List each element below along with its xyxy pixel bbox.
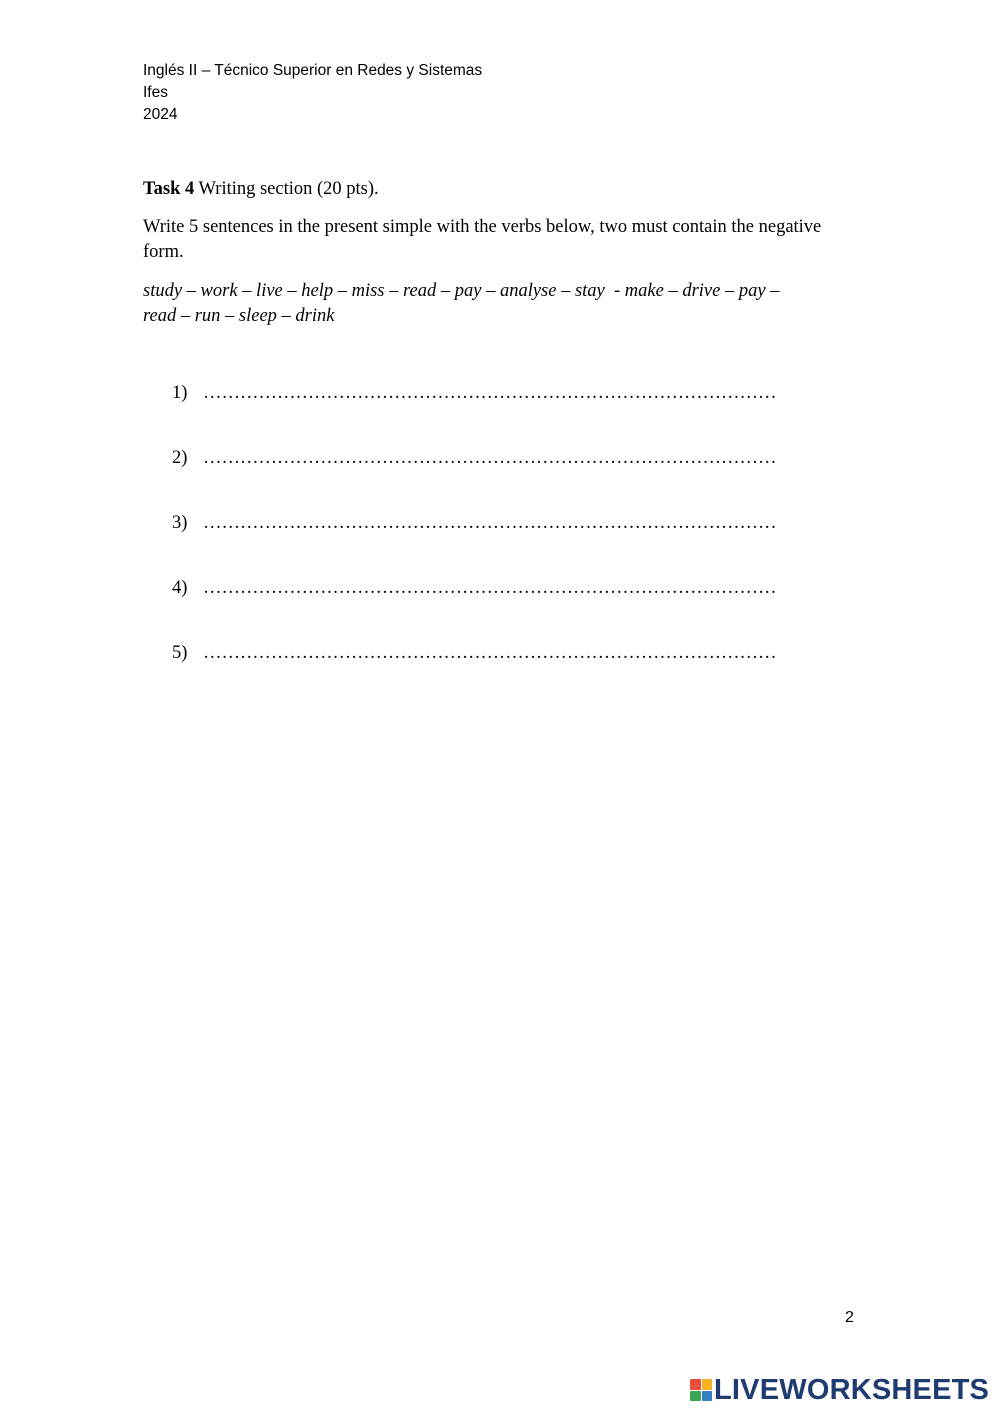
task-instruction: Write 5 sentences in the present simple with the verbs below, two must contain the negative form. bbox=[143, 217, 822, 262]
verb-list-line-1: study – work – live – help – miss – read – pay – analyse – stay - make – drive – pay – bbox=[143, 281, 780, 301]
page-number: 2 bbox=[845, 1309, 854, 1326]
answer-number: 5) bbox=[172, 643, 188, 663]
liveworksheets-logo-icon bbox=[690, 1379, 712, 1401]
task-title-text: Writing section (20 pts). bbox=[194, 179, 379, 199]
answer-line-5[interactable] bbox=[172, 640, 852, 666]
answer-number: 3) bbox=[172, 513, 188, 533]
answer-blank[interactable]: ………………………………………………………………………………… bbox=[203, 578, 777, 598]
year: 2024 bbox=[143, 106, 178, 123]
task-label: Task 4 bbox=[143, 179, 195, 199]
answer-line-3[interactable] bbox=[172, 510, 852, 536]
verb-list-line-2: read – run – sleep – drink bbox=[143, 306, 335, 326]
answer-number: 1) bbox=[172, 383, 188, 403]
logo-square bbox=[702, 1379, 713, 1390]
logo-square bbox=[702, 1391, 713, 1402]
answer-line-4[interactable] bbox=[172, 575, 852, 601]
task-title bbox=[143, 177, 379, 201]
liveworksheets-brand bbox=[690, 1372, 989, 1408]
answer-number: 4) bbox=[172, 578, 188, 598]
answer-blank[interactable]: ………………………………………………………………………………… bbox=[203, 643, 777, 663]
answer-blank[interactable]: ………………………………………………………………………………… bbox=[203, 513, 777, 533]
logo-square bbox=[690, 1379, 701, 1390]
document-header bbox=[143, 60, 482, 126]
answer-blank[interactable]: ………………………………………………………………………………… bbox=[203, 448, 777, 468]
course-title: Inglés II – Técnico Superior en Redes y Sistemas bbox=[143, 62, 483, 79]
answer-line-2[interactable] bbox=[172, 445, 852, 471]
institution-name: Ifes bbox=[143, 84, 168, 101]
answer-number: 2) bbox=[172, 448, 188, 468]
answer-line-1[interactable] bbox=[172, 380, 852, 406]
logo-square bbox=[690, 1391, 701, 1402]
verb-list bbox=[143, 279, 853, 329]
answer-blank[interactable]: ………………………………………………………………………………… bbox=[203, 383, 777, 403]
brand-name: LIVEWORKSHEETS bbox=[714, 1373, 990, 1406]
